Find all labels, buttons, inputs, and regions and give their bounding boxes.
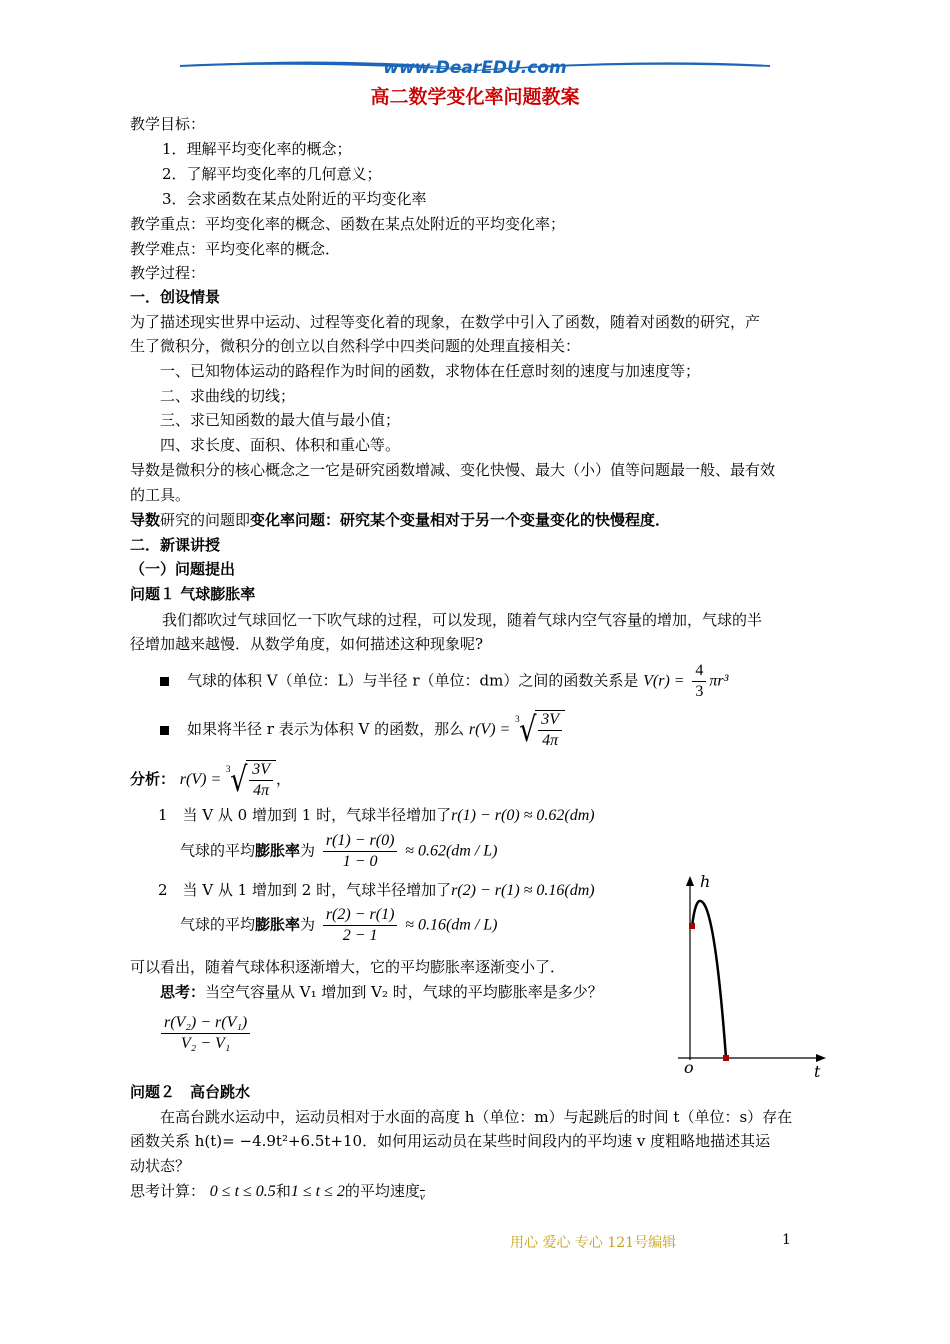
text: 思考计算： — [130, 1182, 206, 1200]
paragraph: 为了描述现实世界中运动、过程等变化着的现象，在数学中引入了函数，随着对函数的研究，产 — [130, 313, 761, 331]
cube-root — [226, 760, 276, 800]
formula: V(r) = — [643, 672, 685, 690]
process-label: 教学过程： — [130, 264, 206, 282]
y-axis-label: h — [700, 872, 711, 891]
objective-item: 1．理解平均变化率的概念； — [162, 140, 352, 158]
x-axis-arrow-icon — [816, 1054, 826, 1062]
step2 — [158, 879, 595, 900]
v-bar-symbol: v — [419, 1191, 425, 1203]
text: 和 — [275, 1182, 291, 1200]
bold-term: 变化率问题：研究某个变量相对于另一个变量变化的快慢程度． — [250, 511, 671, 529]
footer-text: 用心 爱心 专心 121号编辑 — [510, 1235, 677, 1251]
numerator: r(V₂) − r(V₁) — [161, 1014, 250, 1034]
y-axis-arrow-icon — [686, 876, 694, 886]
bold-term: 膨胀率 — [255, 915, 301, 934]
start-point — [689, 923, 695, 929]
formula: r(2) − r(1) ≈ 0.16(dm) — [451, 882, 595, 899]
denominator: V₂ − V₁ — [180, 1035, 231, 1052]
radical-icon: √ — [518, 710, 537, 750]
numerator: 3V — [249, 761, 273, 781]
objective-item: 2．了解平均变化率的几何意义； — [162, 165, 382, 183]
formula: ≈ 0.62(dm / L) — [405, 842, 498, 860]
bullet-square-icon — [160, 726, 169, 735]
paragraph: 径增加越来越慢．从数学角度，如何描述这种现象呢? — [130, 635, 484, 653]
paragraph: 函数关系 h(t)= −4.9t²+6.5t+10．如何用运动员在某些时间段内的平均速 v 度粗略地描述其运 — [130, 1132, 771, 1150]
think-label: 思考： — [160, 983, 206, 1001]
numerator: r(2) − r(1) — [323, 906, 398, 926]
paragraph: 在高台跳水运动中，运动员相对于水面的高度 h（单位：m）与起跳后的时间 t（单位：s）存在 — [160, 1108, 793, 1126]
fraction — [249, 761, 273, 800]
numerator: 4 — [692, 662, 706, 682]
section2-heading: 二．新课讲授 — [130, 536, 221, 554]
paragraph: 的工具。 — [130, 486, 191, 504]
numerator: 3V — [538, 711, 562, 731]
cube-root — [515, 710, 565, 750]
numerator: r(1) − r(0) — [323, 832, 398, 852]
paragraph: 动状态？ — [130, 1157, 191, 1175]
paragraph-definition — [130, 509, 670, 530]
text: 2 当 V 从 1 增加到 2 时，气球半径增加了 — [158, 881, 452, 899]
analysis-label: 分析： — [130, 770, 176, 788]
bold-term: 膨胀率 — [255, 841, 301, 860]
bullet-item — [160, 662, 728, 701]
formula: r(V) = — [468, 721, 511, 738]
formula: ≈ 0.16(dm / L) — [405, 916, 498, 934]
think — [160, 981, 603, 1002]
page-title: 高二数学变化率问题教案 — [370, 86, 580, 108]
denominator: 4π — [253, 782, 270, 799]
analysis: 分析： r(V) = 3 √ $\frac{3V}{4\pi}$ ， — [130, 760, 291, 800]
text: 气球的平均 — [180, 915, 256, 934]
formula: 1 ≤ t ≤ 2 — [290, 1183, 345, 1200]
fraction — [538, 711, 562, 750]
x-axis-label: t — [814, 1062, 821, 1081]
list-item: 一、已知物体运动的路程作为时间的函数，求物体在任意时刻的速度与加速度等； — [160, 362, 701, 380]
trajectory-curve — [692, 901, 726, 1058]
formula: r(1) − r(0) ≈ 0.62(dm) — [451, 807, 595, 824]
fraction — [323, 906, 398, 945]
bullet-item — [160, 710, 565, 750]
text: 当空气容量从 V₁ 增加到 V₂ 时，气球的平均膨胀率是多少？ — [205, 983, 603, 1001]
formula: r(V) = — [179, 771, 222, 788]
site-name: www.DearEDU.com — [383, 58, 567, 78]
height-time-graph — [668, 872, 833, 1082]
list-item: 二、求曲线的切线； — [160, 387, 296, 405]
think-formula — [158, 1014, 253, 1053]
root-index: 3 — [515, 714, 520, 724]
text: 的平均速度 — [344, 1182, 420, 1200]
paragraph: 生了微积分，微积分的创立以自然科学中四类问题的处理直接相关： — [130, 337, 581, 355]
denominator: 4π — [542, 732, 559, 749]
think-calc — [130, 1180, 425, 1203]
fraction — [323, 832, 398, 871]
root-index: 3 — [226, 764, 231, 774]
step1 — [158, 804, 595, 825]
step2-rate — [180, 906, 498, 945]
bullet-square-icon — [160, 677, 169, 686]
end-point — [723, 1055, 729, 1061]
denominator: 3 — [695, 683, 704, 700]
list-item: 四、求长度、面积、体积和重心等。 — [160, 436, 401, 454]
difficulty: 教学难点：平均变化率的概念． — [130, 240, 341, 258]
list-item: 三、求已知函数的最大值与最小值； — [160, 411, 401, 429]
paragraph: 导数是微积分的核心概念之一它是研究函数增减、变化快慢、最大（小）值等问题最一般、最有效 — [130, 461, 776, 479]
text: 研究的问题即 — [160, 511, 251, 529]
text: 气球的体积 V（单位：L）与半径 r（单位：dm）之间的函数关系是 — [187, 671, 639, 690]
denominator: 2 − 1 — [342, 927, 378, 944]
section1-heading: 一．创设情景 — [130, 288, 221, 306]
objectives-label: 教学目标： — [130, 115, 206, 133]
origin-label: o — [684, 1058, 694, 1077]
denominator: 1 − 0 — [342, 853, 378, 870]
page-number: 1 — [782, 1232, 791, 1248]
problem1-title: 问题１ 气球膨胀率 — [130, 585, 256, 603]
paragraph: 我们都吹过气球回忆一下吹气球的过程，可以发现，随着气球内空气容量的增加，气球的半 — [162, 611, 763, 629]
conclusion: 可以看出，随着气球体积逐渐增大，它的平均膨胀率逐渐变小了． — [130, 958, 566, 976]
text: 如果将半径 r 表示为体积 V 的函数，那么 — [187, 720, 465, 738]
formula: πr³ — [709, 672, 729, 690]
objective-item: 3．会求函数在某点处附近的平均变化率 — [162, 190, 427, 208]
problem2-title: 问题２ 高台跳水 — [130, 1083, 251, 1101]
formula: 0 ≤ t ≤ 0.5 — [209, 1183, 276, 1200]
text: 为 — [300, 841, 316, 860]
text: 1 当 V 从 0 增加到 1 时，气球半径增加了 — [158, 806, 452, 824]
key-point: 教学重点：平均变化率的概念、函数在某点处附近的平均变化率； — [130, 215, 566, 233]
step1-rate — [180, 832, 498, 871]
text: 为 — [300, 915, 316, 934]
bold-term: 导数 — [130, 511, 161, 529]
radical-icon: √ — [229, 760, 248, 800]
fraction — [161, 1014, 250, 1053]
text: 气球的平均 — [180, 841, 256, 860]
subsection-heading: （一）问题提出 — [130, 560, 236, 578]
fraction — [692, 662, 706, 701]
